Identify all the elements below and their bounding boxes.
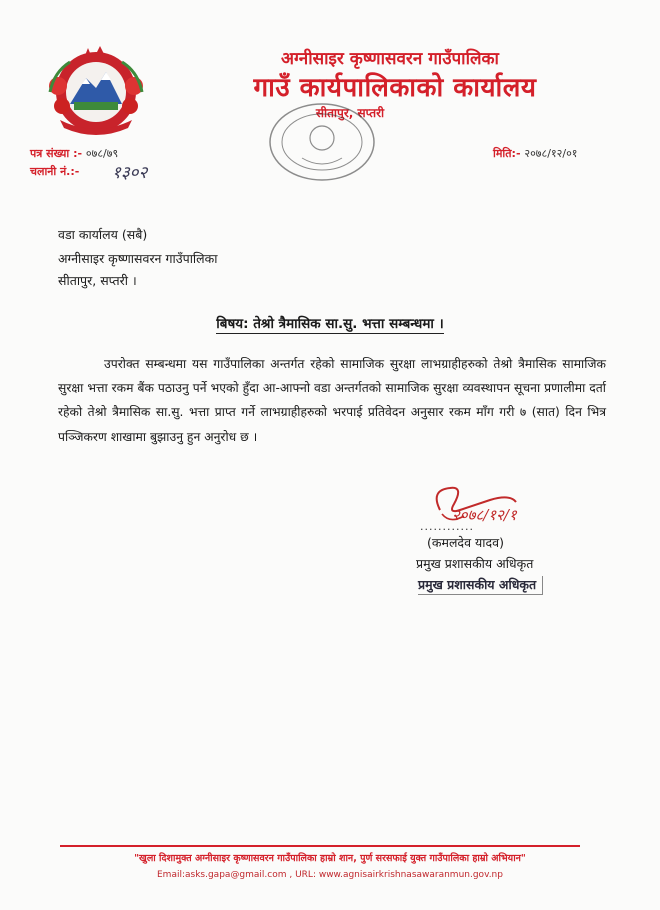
municipality-name: अग्नीसाइर कृष्णासवरन गाउँपालिका (281, 49, 499, 69)
office-location: सीतापुर, सप्तरी (315, 106, 385, 120)
letter-body: उपरोक्त सम्बन्धमा यस गाउँपालिका अन्तर्गत रहेको सामाजिक सुरक्षा लाभग्राहीहरुको तेश्रो त्रैमासिक सामाजिक सुरक्षा भत्ता रकम बैंक पठाउनु पर्ने भएको हुँदा आ-आफ्नो वडा अन्तर्गतको सामाजिक सुरक्षा व्यवस्थापन सूचना प्रणालीमा दर्ता रहेको तेश्रो त्रैमासिक सा.सु. भत्ता प्राप्त गर्ने लाभग्राहीहरुको भरपाई प्रतिवेदन अनुसार रकम माँग गरी ७ (सात) दिन भित्र पञ्जिकरण शाखामा बुझाउनु हुन अनुरोध छ । (58, 357, 606, 444)
signer-name: (कमलदेव यादव) (427, 535, 504, 550)
signature-date: २०७८/१२/१ (452, 506, 517, 524)
dispatch-number (30, 164, 79, 179)
letter-date (493, 146, 578, 161)
office-seal-stamp-icon (262, 98, 382, 184)
letter-number (30, 146, 118, 161)
office-title: गाउँ कार्यपालिकाको कार्यालय (253, 73, 537, 103)
date-label: मिति:- (493, 147, 521, 160)
dispatch-number-label: चलानी नं.:- (30, 165, 80, 178)
subject-text: बिषय: तेश्रो त्रैमासिक सा.सु. भत्ता सम्बन्धमा । (216, 316, 444, 332)
signer-title: प्रमुख प्रशासकीय अधिकृत (416, 556, 534, 571)
recipient-line-1: वडा कार्यालय (सबै) (58, 227, 148, 242)
signature-line: ............ (420, 520, 474, 533)
recipient-line-2: अग्नीसाइर कृष्णासवरन गाउँपालिका (58, 251, 218, 266)
footer-contact: Email:asks.gapa@gmail.com , URL: www.agnisairkrishnasawaranmun.gov.np (157, 870, 503, 880)
footer-divider (60, 845, 580, 847)
recipient-line-3: सीतापुर, सप्तरी । (58, 273, 137, 288)
letter-number-label: पत्र संख्या :- (30, 147, 83, 160)
subject-line (0, 313, 660, 332)
date-value: २०७८/१२/०१ (524, 147, 578, 160)
letter-number-value: ०७८/७९ (85, 147, 119, 160)
signer-title-stamp: प्रमुख प्रशासकीय अधिकृत (418, 576, 543, 595)
dispatch-number-value: १३०२ (112, 163, 148, 183)
footer-slogan: "खुला दिशामुक्त अग्नीसाइर कृष्णासवरन गाउँपालिका हाम्रो शान, पुर्ण सरसफाई युक्त गाउँपालिका हाम्रो अभियान" (134, 853, 526, 864)
nepal-emblem-icon (40, 42, 152, 138)
